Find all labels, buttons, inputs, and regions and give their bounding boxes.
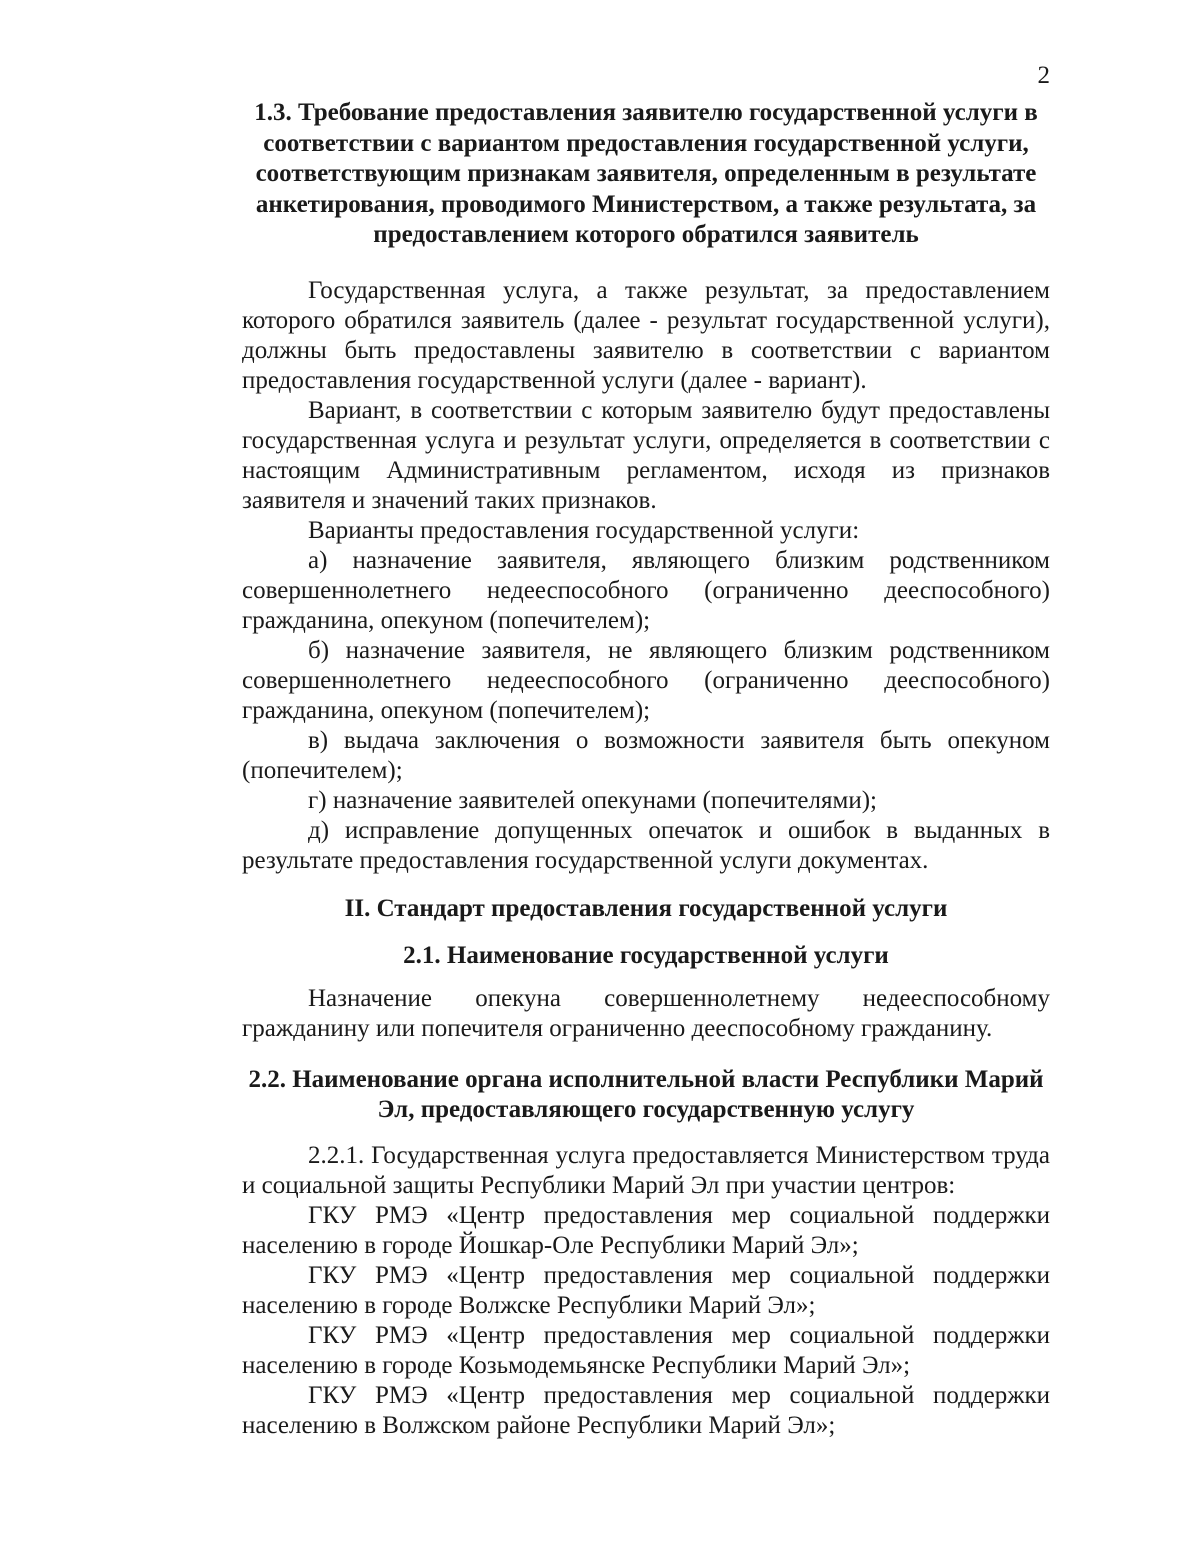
list-item: ГКУ РМЭ «Центр предоставления мер социальной поддержки населению в Волжском районе Республики Марий Эл»; xyxy=(242,1381,1050,1439)
document-body xyxy=(242,98,1050,1441)
paragraph: Вариант, в соответствии с которым заявителю будут предоставлены государственная услуга и результат услуги, определяется в соответствии с настоящим Административным регламентом, исходя из признаков заявителя и значений таких признаков. xyxy=(242,396,1050,514)
section-2-2-heading: 2.2. Наименование органа исполнительной власти Республики Марий Эл, предоставляющего государственную услугу xyxy=(248,1065,1044,1123)
paragraph: 2.2.1. Государственная услуга предоставляется Министерством труда и социальной защиты Республики Марий Эл при участии центров: xyxy=(242,1141,1050,1199)
list-item: а) назначение заявителя, являющего близким родственником совершеннолетнего недееспособного (ограниченно дееспособного) гражданина, опекуном (попечителем); xyxy=(242,546,1050,634)
paragraph: Государственная услуга, а также результат, за предоставлением которого обратился заявитель (далее - результат государственной услуги), должны быть предоставлены заявителю в соответствии с вариантом предоставления государственной услуги (далее - вариант). xyxy=(242,276,1050,394)
list-item: в) выдача заключения о возможности заявителя быть опекуном (попечителем); xyxy=(242,726,1050,784)
list-item: ГКУ РМЭ «Центр предоставления мер социальной поддержки населению в городе Йошкар-Оле Республики Марий Эл»; xyxy=(242,1201,1050,1259)
list-item: ГКУ РМЭ «Центр предоставления мер социальной поддержки населению в городе Волжске Республики Марий Эл»; xyxy=(242,1261,1050,1319)
list-item: ГКУ РМЭ «Центр предоставления мер социальной поддержки населению в городе Козьмодемьянске Республики Марий Эл»; xyxy=(242,1321,1050,1379)
list-item: б) назначение заявителя, не являющего близким родственником совершеннолетнего недееспособного (ограниченно дееспособного) гражданина, опекуном (попечителем); xyxy=(242,636,1050,724)
section-1-3-heading: 1.3. Требование предоставления заявителю государственной услуги в соответствии с вариантом предоставления государственной услуги, соответствующим признакам заявителя, определенным в результате анкетирования, проводимого Министерством, а также результата, за предоставлением которого обратился заявитель xyxy=(254,99,1038,248)
page-number: 2 xyxy=(1037,62,1050,89)
list-item: д) исправление допущенных опечаток и ошибок в выданных в результате предоставления государственной услуги документах. xyxy=(242,816,1050,874)
list-item: г) назначение заявителей опекунами (попечителями); xyxy=(308,786,877,814)
section-2-1-heading: 2.1. Наименование государственной услуги xyxy=(403,942,889,969)
paragraph: Назначение опекуна совершеннолетнему недееспособному гражданину или попечителя ограниченно дееспособному гражданину. xyxy=(242,984,1050,1042)
section-2-heading: II. Стандарт предоставления государственной услуги xyxy=(344,894,948,922)
paragraph: Варианты предоставления государственной услуги: xyxy=(308,516,860,544)
